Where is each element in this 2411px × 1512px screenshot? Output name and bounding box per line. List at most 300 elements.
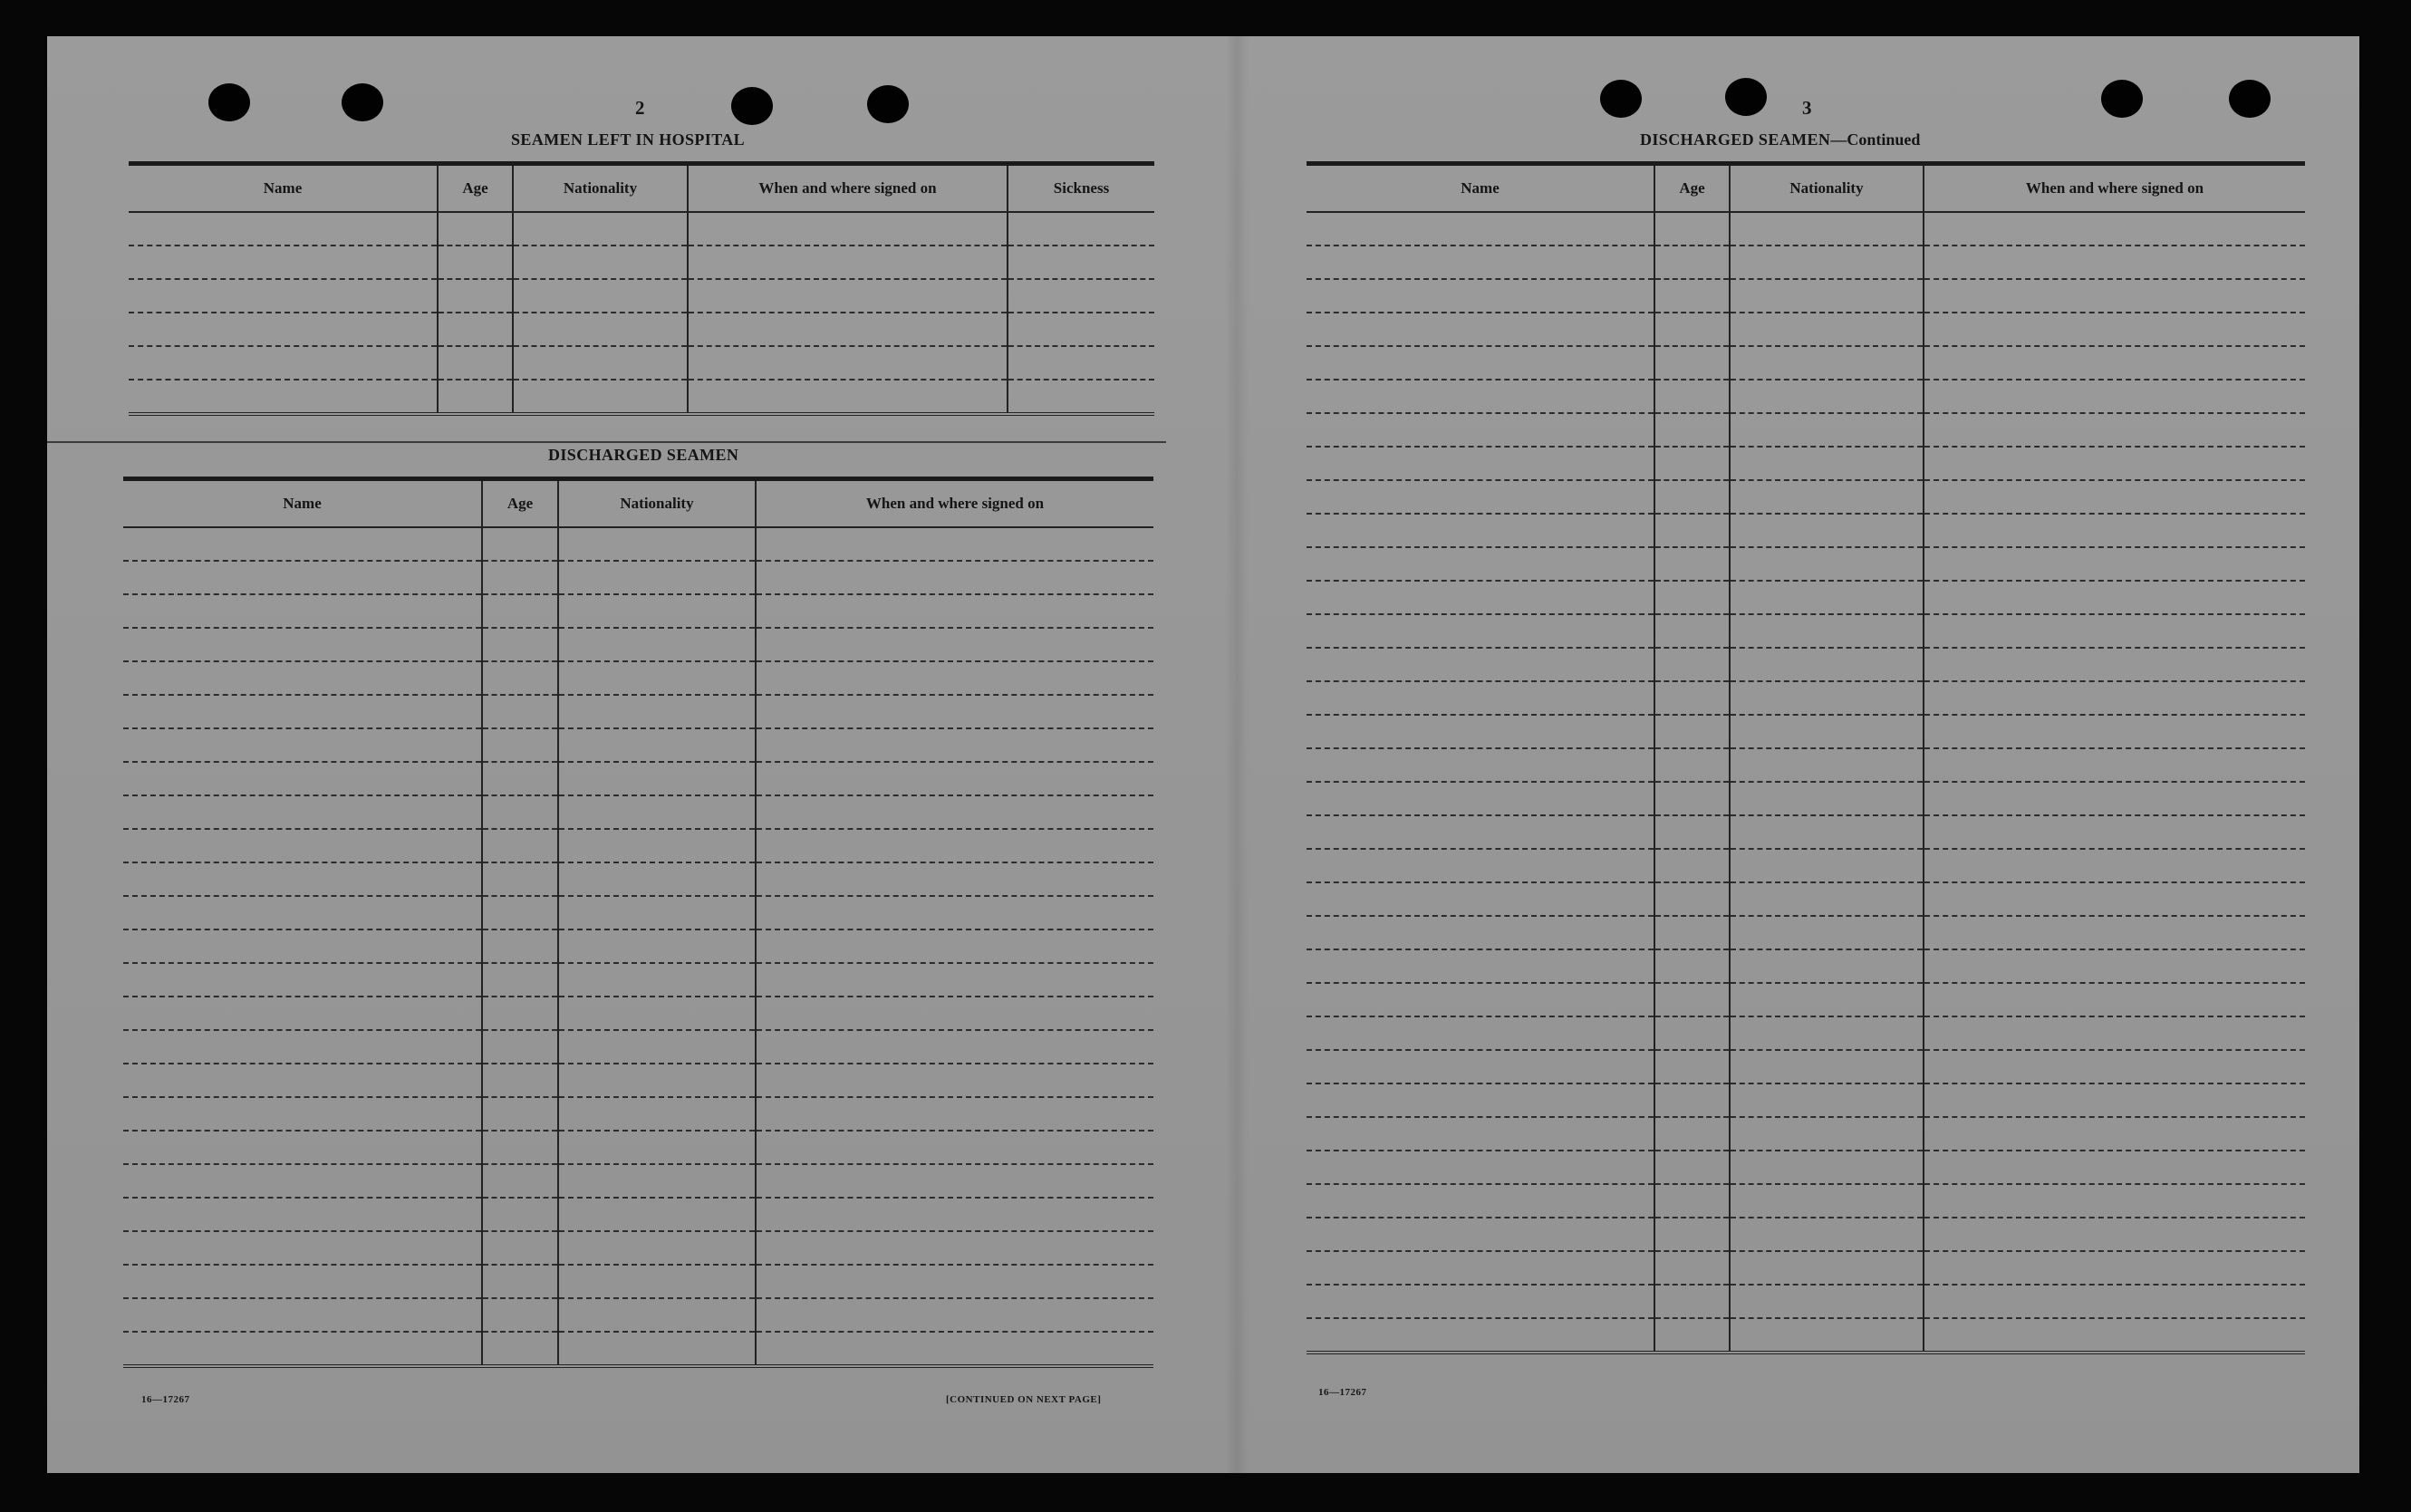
table-cell [1730,614,1924,648]
table-cell [1654,849,1730,882]
table-row [123,963,1153,997]
table-cell [129,380,438,414]
table-row [123,997,1153,1030]
table-cell [756,1164,1153,1198]
table-cell [1730,916,1924,949]
table-cell [482,1198,558,1231]
table-row [1307,849,2305,882]
table-row [1307,815,2305,849]
hospital-table [129,161,1154,416]
table-cell [1924,346,2305,380]
column-header-name: Name [123,479,482,528]
table-cell [482,561,558,594]
table-row [1307,748,2305,782]
table-cell [1307,648,1654,681]
table-cell [1654,1184,1730,1218]
table-cell [482,963,558,997]
table-cell [1924,748,2305,782]
table-cell [1654,212,1730,246]
table-cell [1307,1251,1654,1285]
table-row [1307,380,2305,413]
table-cell [1730,748,1924,782]
table-cell [438,279,513,313]
table-row [1307,648,2305,681]
table-cell [482,1332,558,1366]
table-cell [558,1298,756,1332]
table-cell [513,346,688,380]
table-cell [1654,681,1730,715]
table-row [1307,1050,2305,1083]
form-code-left: 16—17267 [141,1394,190,1405]
table-cell [558,594,756,628]
table-cell [1924,1318,2305,1353]
table-cell [1307,1318,1654,1353]
table-cell [1307,380,1654,413]
table-row [1307,1251,2305,1285]
punch-hole [1600,80,1642,118]
table-cell [1924,949,2305,983]
table-cell [756,1332,1153,1366]
table-cell [482,527,558,561]
table-cell [1924,514,2305,547]
column-header-sickness: Sickness [1008,164,1154,213]
table-cell [688,279,1008,313]
table-row [1307,949,2305,983]
punch-hole [1725,78,1767,116]
table-row [123,1131,1153,1164]
table-cell [1730,949,1924,983]
table-cell [1654,614,1730,648]
table-cell [558,527,756,561]
table-cell [1307,246,1654,279]
table-cell [123,1332,482,1366]
table-cell [1924,581,2305,614]
table-cell [1730,1251,1924,1285]
table-cell [1730,849,1924,882]
table-cell [1654,1117,1730,1151]
table-cell [1654,1050,1730,1083]
discharged-continued-table-body [1307,212,2305,1353]
table-cell [123,728,482,762]
table-cell [558,829,756,862]
table-row [123,929,1153,963]
table-cell [558,997,756,1030]
table-cell [1924,1151,2305,1184]
table-cell [558,1231,756,1265]
table-cell [1654,547,1730,581]
table-cell [1924,1083,2305,1117]
table-row [129,279,1154,313]
table-cell [129,279,438,313]
table-cell [438,313,513,346]
table-cell [1730,313,1924,346]
table-cell [1924,815,2305,849]
table-cell [1730,1318,1924,1353]
table-row [1307,581,2305,614]
table-cell [1730,1285,1924,1318]
table-cell [1924,313,2305,346]
table-cell [123,594,482,628]
table-row [1307,246,2305,279]
table-cell [1654,1318,1730,1353]
table-cell [123,963,482,997]
table-cell [1008,246,1154,279]
table-cell [1307,514,1654,547]
table-row [123,561,1153,594]
table-row [1307,1151,2305,1184]
form-code-right: 16—17267 [1318,1387,1367,1398]
table-cell [1924,212,2305,246]
discharged-continued-title-text: DISCHARGED SEAMEN [1640,130,1831,149]
table-cell [756,1131,1153,1164]
table-cell [1008,380,1154,414]
table-cell [1654,1016,1730,1050]
table-cell [1307,1285,1654,1318]
table-cell [1307,1083,1654,1117]
table-row [123,1097,1153,1131]
table-cell [438,212,513,246]
table-cell [1654,279,1730,313]
discharged-table [123,477,1153,1368]
table-cell [123,929,482,963]
table-cell [438,380,513,414]
table-cell [1924,1251,2305,1285]
column-header-signed-on: When and where signed on [756,479,1153,528]
table-row [1307,1285,2305,1318]
table-cell [123,1097,482,1131]
table-cell [1654,413,1730,447]
table-cell [558,1097,756,1131]
column-header-age: Age [1654,164,1730,213]
table-cell [1654,313,1730,346]
table-row [123,1231,1153,1265]
table-cell [123,896,482,929]
table-row [1307,1184,2305,1218]
table-cell [1730,380,1924,413]
table-cell [1730,246,1924,279]
table-cell [558,1164,756,1198]
table-row [123,1198,1153,1231]
table-cell [558,695,756,728]
table-cell [756,896,1153,929]
table-cell [1307,480,1654,514]
table-cell [1654,1218,1730,1251]
table-cell [1730,715,1924,748]
table-cell [1730,447,1924,480]
table-cell [1924,279,2305,313]
table-cell [123,1298,482,1332]
table-cell [558,862,756,896]
table-cell [1008,313,1154,346]
page-number-left: 2 [635,97,645,119]
table-cell [1654,346,1730,380]
table-cell [1730,1117,1924,1151]
table-cell [1008,346,1154,380]
table-row [1307,983,2305,1016]
table-cell [1307,581,1654,614]
table-cell [756,762,1153,795]
table-cell [513,313,688,346]
table-cell [1307,1050,1654,1083]
table-cell [1654,581,1730,614]
table-cell [558,561,756,594]
table-cell [688,346,1008,380]
table-cell [756,963,1153,997]
table-cell [1924,1050,2305,1083]
table-cell [482,1097,558,1131]
table-cell [1924,916,2305,949]
table-cell [129,313,438,346]
table-cell [1008,279,1154,313]
table-cell [129,246,438,279]
table-cell [123,829,482,862]
table-cell [1730,346,1924,380]
table-cell [482,695,558,728]
table-cell [558,963,756,997]
table-cell [1924,447,2305,480]
punch-hole [867,85,909,123]
table-cell [1924,1285,2305,1318]
table-cell [123,1164,482,1198]
table-cell [558,795,756,829]
table-cell [688,212,1008,246]
table-cell [482,997,558,1030]
table-cell [123,661,482,695]
table-cell [482,762,558,795]
table-cell [1924,681,2305,715]
document-sheet [47,36,2359,1473]
table-cell [1924,715,2305,748]
punch-hole [2229,80,2271,118]
table-cell [1654,380,1730,413]
table-cell [513,380,688,414]
page-fold [1225,36,1249,1473]
table-row [129,346,1154,380]
table-cell [1924,849,2305,882]
table-cell [1730,983,1924,1016]
table-row [123,795,1153,829]
table-cell [756,829,1153,862]
table-cell [1730,279,1924,313]
table-row [123,1064,1153,1097]
table-cell [123,1198,482,1231]
table-cell [482,1064,558,1097]
table-cell [1307,782,1654,815]
table-cell [558,1131,756,1164]
table-cell [1307,815,1654,849]
table-cell [1307,748,1654,782]
table-cell [482,661,558,695]
table-row [1307,413,2305,447]
column-header-nationality: Nationality [513,164,688,213]
table-cell [1307,1151,1654,1184]
table-cell [123,997,482,1030]
table-cell [1307,681,1654,715]
table-cell [1307,413,1654,447]
hospital-table-body [129,212,1154,414]
table-cell [1654,1285,1730,1318]
table-cell [558,661,756,695]
table-cell [1307,547,1654,581]
table-cell [756,728,1153,762]
table-cell [482,1231,558,1265]
table-cell [756,929,1153,963]
table-row [129,380,1154,414]
table-cell [1307,715,1654,748]
table-cell [756,1064,1153,1097]
table-cell [756,695,1153,728]
table-cell [482,795,558,829]
column-header-signed-on: When and where signed on [688,164,1008,213]
table-cell [123,1231,482,1265]
table-cell [558,1198,756,1231]
table-cell [123,527,482,561]
table-cell [1924,614,2305,648]
table-cell [1307,1184,1654,1218]
table-cell [756,594,1153,628]
punch-hole [731,87,773,125]
table-cell [558,762,756,795]
table-cell [756,1298,1153,1332]
table-row [123,527,1153,561]
table-row [1307,1117,2305,1151]
table-cell [1307,849,1654,882]
table-cell [688,246,1008,279]
table-cell [1730,581,1924,614]
table-row [123,1030,1153,1064]
table-cell [1924,782,2305,815]
column-header-age: Age [482,479,558,528]
table-cell [1730,1218,1924,1251]
table-cell [1307,279,1654,313]
table-cell [1307,1117,1654,1151]
table-cell [1654,447,1730,480]
table-cell [1730,212,1924,246]
table-cell [558,929,756,963]
table-cell [756,661,1153,695]
table-cell [1307,614,1654,648]
table-row [123,896,1153,929]
table-cell [756,1030,1153,1064]
table-cell [1654,882,1730,916]
table-cell [482,1164,558,1198]
table-cell [558,1265,756,1298]
table-cell [123,628,482,661]
table-row [1307,681,2305,715]
table-cell [1924,380,2305,413]
table-cell [513,279,688,313]
table-cell [1924,648,2305,681]
table-cell [1654,480,1730,514]
table-cell [1654,246,1730,279]
table-cell [1307,1016,1654,1050]
table-cell [482,862,558,896]
table-cell [1654,949,1730,983]
table-row [1307,346,2305,380]
table-cell [756,1198,1153,1231]
table-cell [1730,882,1924,916]
table-cell [1730,815,1924,849]
table-cell [756,1097,1153,1131]
table-cell [1307,447,1654,480]
table-row [1307,614,2305,648]
table-cell [1307,949,1654,983]
table-cell [1924,1218,2305,1251]
table-cell [1730,480,1924,514]
table-cell [1654,748,1730,782]
table-cell [482,1298,558,1332]
table-row [1307,782,2305,815]
table-row [1307,1318,2305,1353]
table-cell [558,728,756,762]
table-cell [1730,681,1924,715]
table-cell [1307,313,1654,346]
continued-note: [CONTINUED ON NEXT PAGE] [946,1394,1102,1405]
column-header-name: Name [1307,164,1654,213]
discharged-section-title: DISCHARGED SEAMEN [548,446,739,464]
table-cell [1307,983,1654,1016]
table-cell [123,1064,482,1097]
table-cell [1730,514,1924,547]
table-row [129,246,1154,279]
table-cell [1730,782,1924,815]
column-header-name: Name [129,164,438,213]
table-row [123,1298,1153,1332]
table-cell [123,862,482,896]
table-row [1307,547,2305,581]
table-row [1307,279,2305,313]
table-cell [1654,1083,1730,1117]
table-row [1307,882,2305,916]
hospital-section-title: SEAMEN LEFT IN HOSPITAL [511,130,746,149]
table-row [1307,313,2305,346]
table-cell [1654,514,1730,547]
table-cell [558,1030,756,1064]
table-cell [1924,1016,2305,1050]
table-row [1307,1218,2305,1251]
section-divider [47,441,1166,443]
table-row [1307,447,2305,480]
table-row [1307,1016,2305,1050]
table-cell [1654,815,1730,849]
table-cell [1654,983,1730,1016]
table-cell [1924,246,2305,279]
table-row [123,1265,1153,1298]
punch-hole [342,83,383,121]
table-cell [756,1231,1153,1265]
table-row [123,728,1153,762]
table-row [123,1332,1153,1366]
table-cell [1924,882,2305,916]
table-cell [1730,1184,1924,1218]
table-cell [688,380,1008,414]
table-row [1307,715,2305,748]
table-cell [1924,1184,2305,1218]
table-cell [756,561,1153,594]
table-cell [1307,346,1654,380]
table-cell [1730,1083,1924,1117]
table-cell [438,346,513,380]
table-cell [482,896,558,929]
table-row [123,628,1153,661]
table-row [1307,1083,2305,1117]
table-cell [558,1064,756,1097]
table-cell [513,246,688,279]
table-cell [1730,1151,1924,1184]
table-cell [1924,413,2305,447]
table-cell [123,762,482,795]
table-cell [756,997,1153,1030]
